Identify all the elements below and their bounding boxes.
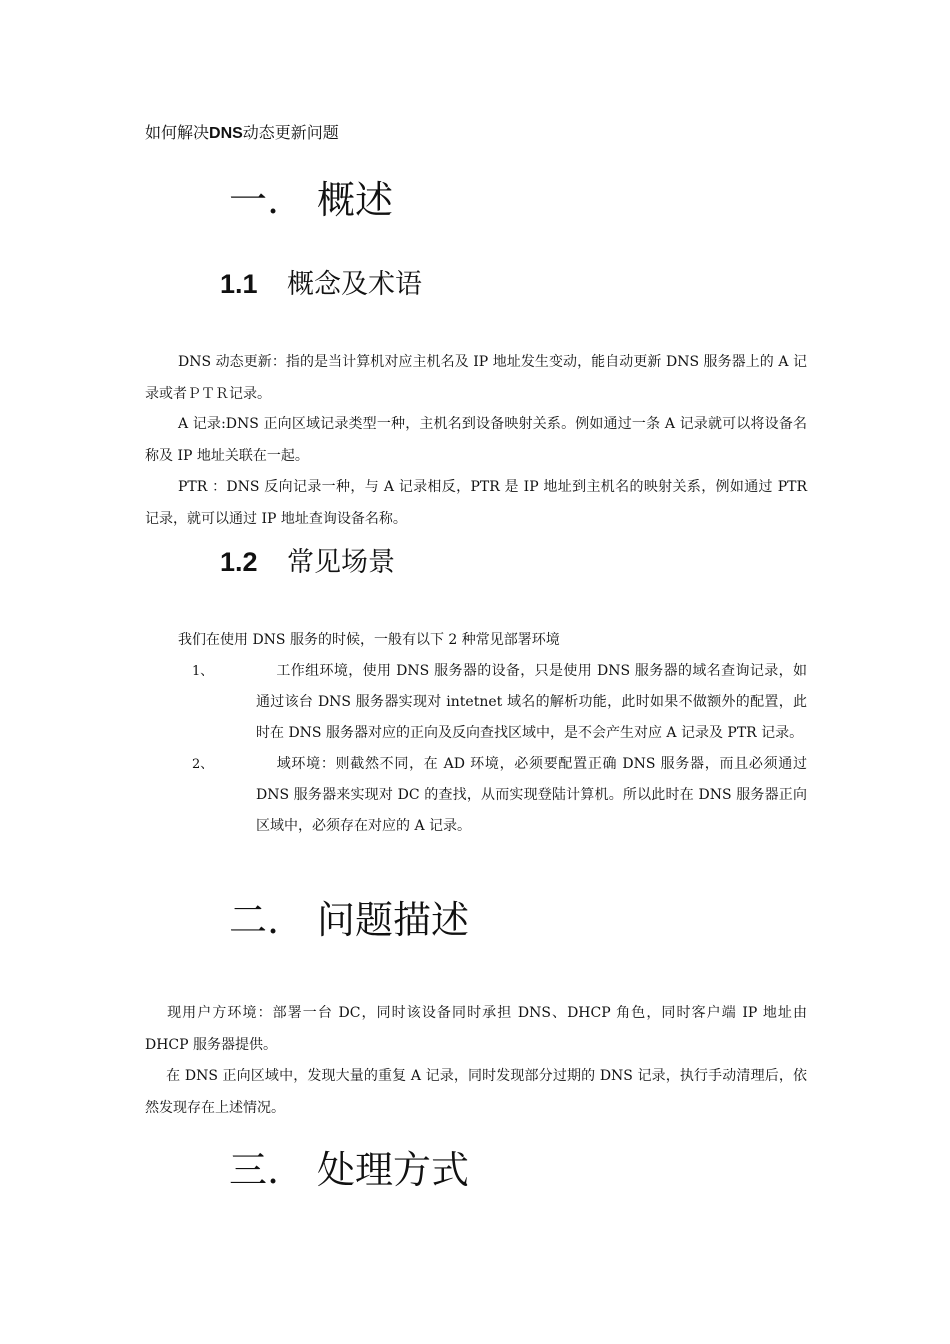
paragraph-text: 在 DNS 正向区域中，发现大量的重复 A 记录，同时发现部分过期的 DNS 记录，执行手动清理后，依然发现存在上述情况。 <box>145 1068 807 1116</box>
paragraph-text: DNS 动态更新：指的是当计算机对应主机名及 IP 地址发生变动，能自动更新 DNS 服务器上的 A 记录或者ＰＴＲ记录。 <box>145 354 807 402</box>
section-number: 一. <box>229 178 280 222</box>
section-number: 二. <box>229 898 280 942</box>
subsection-title: 概念及术语 <box>287 269 422 300</box>
list-item-domain <box>256 749 807 842</box>
paragraph-a-record <box>145 408 807 472</box>
section-title: 问题描述 <box>317 898 470 942</box>
document-title-suffix: 动态更新问题 <box>242 123 339 142</box>
section-number: 三. <box>229 1148 280 1192</box>
document-title <box>145 122 339 145</box>
paragraph-scenarios-intro <box>178 624 807 656</box>
list-item-text: 工作组环境，使用 DNS 服务器的设备，只是使用 DNS 服务器的域名查询记录，如通过该台 DNS 服务器实现对 intetnet 域名的解析功能，此时如果不做额外的配置，此时在 DNS 服务器对应的正向及反向查找区域中，是不会产生对应 A 记录及 PTR 记录。 <box>256 663 807 741</box>
paragraph-duplicate-records <box>145 1060 807 1124</box>
section-heading-1 <box>229 177 393 223</box>
subsection-heading-1-2 <box>220 545 395 580</box>
paragraph-dns-dynamic-update <box>145 346 807 410</box>
list-item-number: 2、 <box>192 757 214 772</box>
section-title: 处理方式 <box>317 1148 470 1192</box>
section-title: 概述 <box>317 178 394 222</box>
paragraph-ptr-record <box>145 471 807 535</box>
section-heading-2 <box>229 897 469 943</box>
paragraph-user-environment <box>145 997 807 1061</box>
subsection-number: 1.2 <box>220 547 258 577</box>
subsection-title: 常见场景 <box>287 547 395 578</box>
paragraph-text: 我们在使用 DNS 服务的时候，一般有以下 2 种常见部署环境 <box>178 632 560 648</box>
list-item-number: 1、 <box>192 664 214 679</box>
paragraph-text: 现用户方环境：部署一台 DC，同时该设备同时承担 DNS、DHCP 角色，同时客户端 IP 地址由 DHCP 服务器提供。 <box>145 1005 807 1053</box>
list-item-workgroup <box>256 656 807 749</box>
paragraph-text: A 记录:DNS 正向区域记录类型一种，主机名到设备映射关系。例如通过一条 A 记录就可以将设备名称及 IP 地址关联在一起。 <box>145 416 807 464</box>
subsection-number: 1.1 <box>220 269 258 299</box>
list-item-text: 域环境：则截然不同，在 AD 环境，必须要配置正确 DNS 服务器，而且必须通过 DNS 服务器来实现对 DC 的查找，从而实现登陆计算机。所以此时在 DNS 服务器正向区域中，必须存在对应的 A 记录。 <box>256 756 807 834</box>
document-title-prefix: 如何解决 <box>145 123 210 142</box>
document-title-bold: DNS <box>209 125 243 142</box>
subsection-heading-1-1 <box>220 267 422 302</box>
paragraph-text: PTR ：DNS 反向记录一种，与 A 记录相反，PTR 是 IP 地址到主机名的映射关系，例如通过 PTR 记录，就可以通过 IP 地址查询设备名称。 <box>145 479 807 527</box>
section-heading-3 <box>229 1147 469 1193</box>
